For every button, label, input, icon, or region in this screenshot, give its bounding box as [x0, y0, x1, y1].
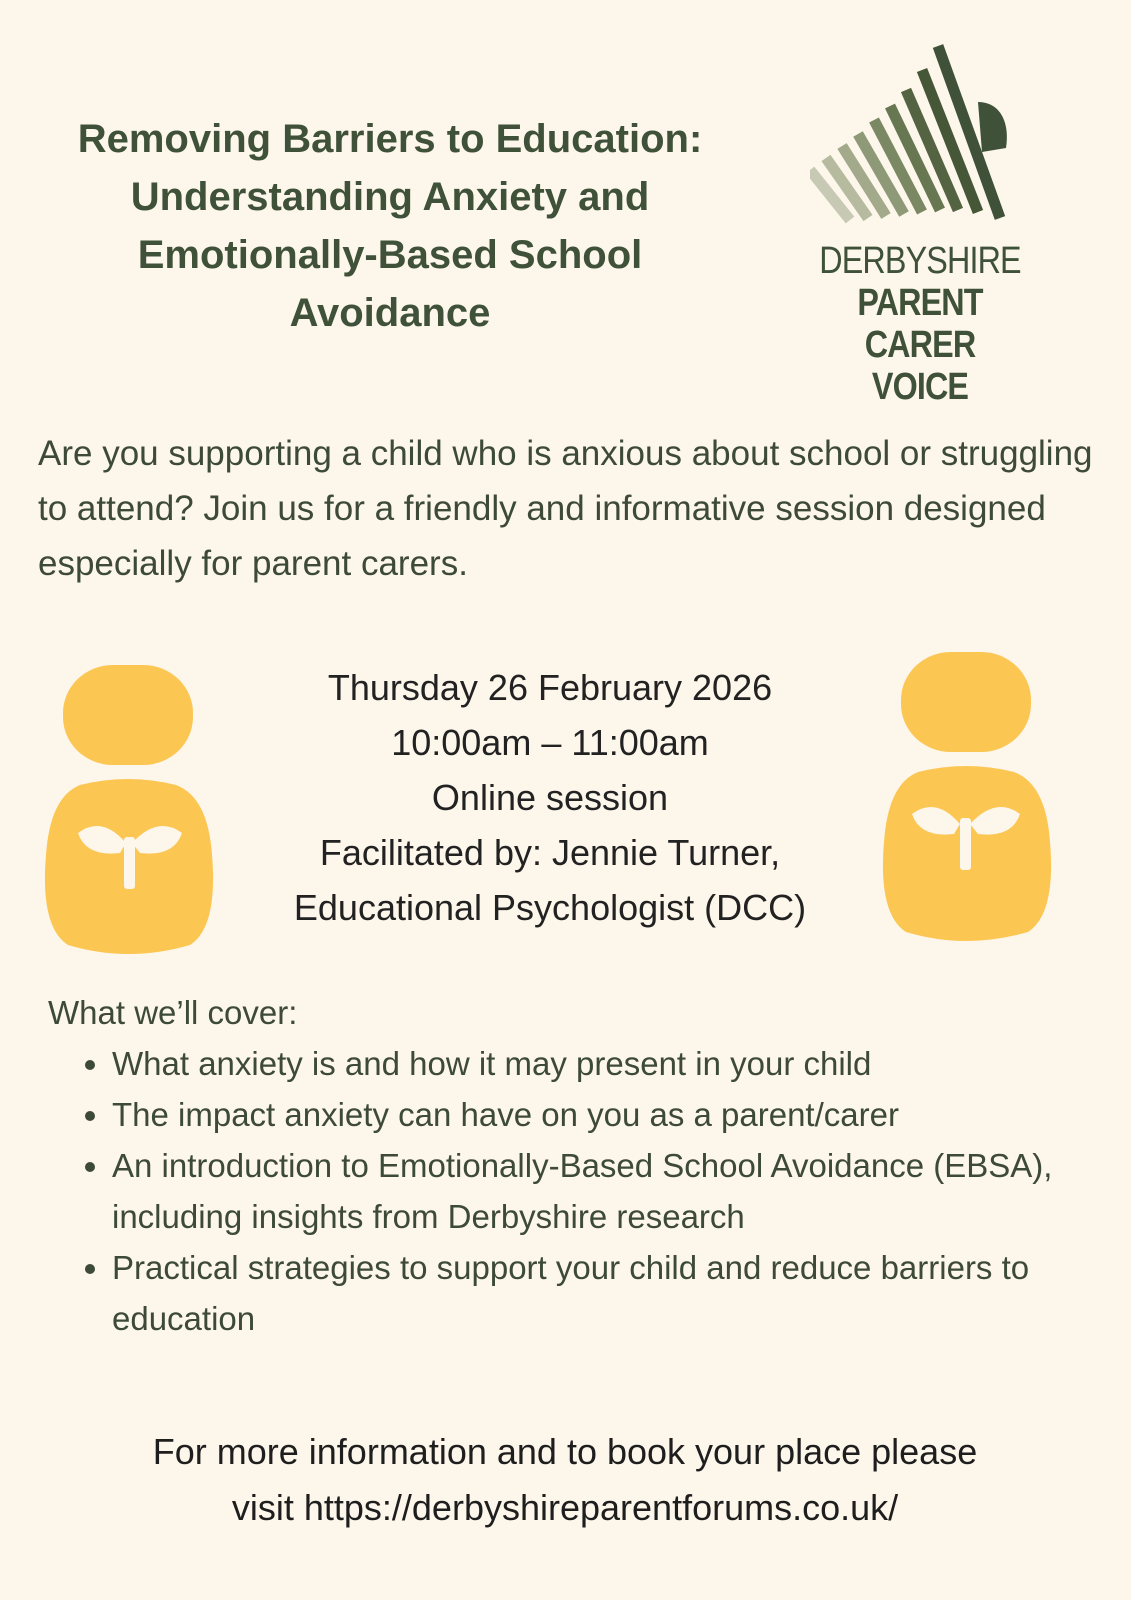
person-with-sprout-icon [878, 652, 1058, 947]
logo-line-2: PARENT CARER [857, 282, 983, 366]
event-details [220, 660, 880, 935]
title-line-3: Emotionally-Based School [137, 233, 643, 277]
booking-info [40, 1424, 1090, 1536]
striped-hill-logo-icon [810, 40, 1030, 230]
list-item: • What anxiety is and how it may present in your child [112, 1038, 1088, 1089]
event-facilitator-line-2: Educational Psychologist (DCC) [293, 887, 807, 928]
list-item: • The impact anxiety can have on you as a parent/carer [112, 1089, 1088, 1140]
booking-line-1: For more information and to book your place please [152, 1431, 978, 1472]
booking-line-2: visit https://derbyshireparentforums.co.uk/ [231, 1487, 899, 1528]
person-with-sprout-icon [40, 665, 220, 960]
title-line-1: Removing Barriers to Education: [77, 117, 703, 161]
title-line-4: Avoidance [289, 291, 491, 335]
event-date: Thursday 26 February 2026 [327, 667, 773, 708]
event-format: Online session [431, 777, 669, 818]
list-item: • An introduction to Emotionally-Based School Avoidance (EBSA), including insights from Derbyshire research [112, 1140, 1088, 1242]
cover-heading: What we’ll cover: [48, 994, 298, 1031]
title-line-2: Understanding Anxiety and [130, 175, 650, 219]
cover-list [48, 1038, 1088, 1344]
event-facilitator-line-1: Facilitated by: Jennie Turner, [319, 832, 781, 873]
derbyshire-parent-carer-voice-logo [780, 40, 1060, 408]
logo-line-1: DERBYSHIRE [819, 240, 1021, 282]
intro-paragraph: Are you supporting a child who is anxious about school or struggling to attend? Join us for a friendly and informative session designed especially for parent carers. [38, 434, 1093, 583]
cover-section [48, 987, 1088, 1344]
logo-line-3: VOICE [871, 366, 969, 408]
event-time: 10:00am – 11:00am [391, 722, 709, 763]
list-item: • Practical strategies to support your child and reduce barriers to education [112, 1242, 1088, 1344]
logo-text [780, 240, 1060, 408]
page-title [40, 110, 740, 342]
